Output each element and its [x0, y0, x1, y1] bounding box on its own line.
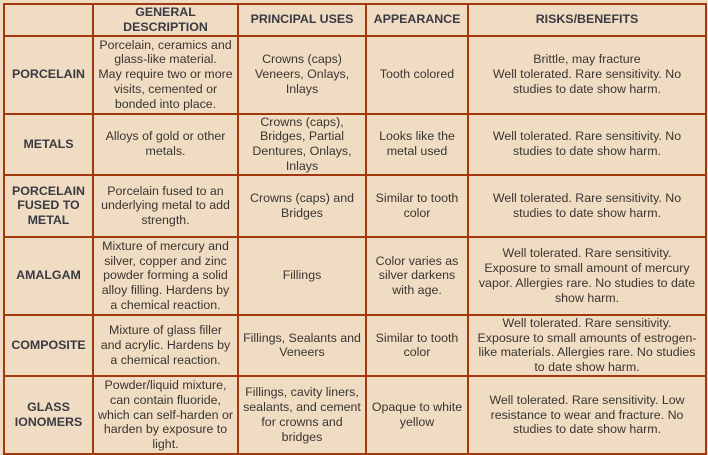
cell-text-line: glass-like material.	[114, 52, 217, 67]
cell-text-line: Mixture of mercury and	[102, 238, 229, 253]
cell-text-line: metals.	[145, 144, 186, 159]
cell-text-line: Mixture of glass filler	[109, 323, 222, 338]
description-cell	[93, 315, 238, 376]
cell-text-line: a chemical reaction.	[110, 297, 221, 312]
cell-text-line: light.	[152, 437, 179, 452]
principal-uses-cell	[238, 376, 366, 454]
appearance-cell	[366, 237, 468, 315]
cell-text-line: Bridges	[280, 205, 323, 220]
principal-uses-cell	[238, 315, 366, 376]
cell-text-line: Dentures, Onlays,	[252, 144, 352, 159]
cell-text-line: Veneers, Onlays,	[254, 67, 350, 82]
cell-text-line: COMPOSITE	[11, 337, 86, 352]
cell-text-line: Brittle, may fracture	[533, 52, 641, 67]
description-cell	[93, 36, 238, 114]
header-row	[4, 4, 706, 36]
principal-uses-cell	[238, 114, 366, 175]
risks-benefits-cell	[468, 376, 706, 454]
material-cell	[4, 237, 93, 315]
cell-text-line: Powder/liquid mixture,	[104, 377, 227, 392]
material-cell	[4, 315, 93, 376]
cell-text-line: color	[403, 205, 431, 220]
cell-text-line: Well tolerated. Rare sensitivity.	[502, 246, 672, 261]
cell-text-line: like materials. Allergies rare. No studies	[478, 345, 696, 360]
cell-text-line: Inlays	[285, 158, 319, 173]
cell-text-line: studies to date show harm.	[512, 422, 662, 437]
cell-text-line: underlying metal to add	[101, 198, 230, 213]
cell-text-line: Looks like the	[379, 129, 455, 144]
cell-text-line: yellow	[399, 414, 435, 429]
cell-text-line: Well tolerated. Rare sensitivity. No	[492, 129, 682, 144]
cell-text-line: powder forming a solid	[103, 268, 228, 283]
appearance-cell	[366, 114, 468, 175]
cell-text-line: silver, copper and zinc	[104, 253, 227, 268]
cell-text-line: IONOMERS	[14, 414, 83, 429]
cell-text-line: Bridges, Partial	[259, 129, 345, 144]
cell-text-line: show harm.	[554, 290, 620, 305]
cell-text-line: Fillings, Sealants and	[243, 330, 361, 345]
header-general-description: GENERAL DESCRIPTION	[93, 4, 238, 36]
table-container	[3, 3, 707, 455]
table-row	[4, 175, 706, 237]
risks-benefits-cell	[468, 315, 706, 376]
cell-text-line: with age.	[392, 283, 442, 298]
appearance-cell	[366, 36, 468, 114]
material-cell	[4, 376, 93, 454]
cell-text-line: Fillings, cavity liners,	[245, 385, 359, 400]
cell-text-line: Well tolerated. Rare sensitivity. No	[492, 67, 682, 82]
cell-text-line: Similar to tooth	[375, 190, 459, 205]
description-cell	[93, 376, 238, 454]
appearance-cell	[366, 376, 468, 454]
cell-text-line: resistance to wear and fracture. No	[490, 407, 684, 422]
cell-text-line: vapor. Allergies rare. No studies to date	[478, 275, 696, 290]
cell-text-line: Porcelain, ceramics and	[99, 37, 232, 52]
cell-text-line: PORCELAIN	[12, 67, 85, 82]
cell-text-line: Exposure to small amounts of estrogen-	[477, 330, 697, 345]
material-cell	[4, 36, 93, 114]
header-risks-benefits: RISKS/BENEFITS	[468, 4, 706, 36]
cell-text-line: bridges	[281, 429, 323, 444]
table-row	[4, 36, 706, 114]
cell-text-line: Well tolerated. Rare sensitivity. No	[492, 190, 682, 205]
cell-text-line: which can self-harden or	[98, 407, 233, 422]
cell-text-line: Crowns (caps)	[262, 52, 342, 67]
cell-text-line: May require two or more	[98, 67, 233, 82]
cell-text-line: Similar to tooth	[375, 330, 459, 345]
description-cell	[93, 114, 238, 175]
cell-text-line: studies to date show harm.	[512, 81, 662, 96]
cell-text-line: Well tolerated. Rare sensitivity. Low	[489, 392, 685, 407]
cell-text-line: Veneers	[279, 345, 325, 360]
cell-text-line: Inlays	[285, 81, 319, 96]
material-cell	[4, 114, 93, 175]
material-cell	[4, 175, 93, 237]
cell-text-line: AMALGAM	[16, 268, 81, 283]
principal-uses-cell	[238, 175, 366, 237]
cell-text-line: can contain fluoride,	[110, 392, 221, 407]
header-principal-uses: PRINCIPAL USES	[238, 4, 366, 36]
risks-benefits-cell	[468, 114, 706, 175]
cell-text-line: Porcelain fused to an	[107, 183, 224, 198]
table-row	[4, 315, 706, 376]
cell-text-line: a chemical reaction.	[110, 352, 221, 367]
table-row	[4, 114, 706, 175]
cell-text-line: metal used	[386, 144, 448, 159]
cell-text-line: sealants, and cement	[243, 400, 361, 415]
cell-text-line: Color varies as	[375, 253, 459, 268]
risks-benefits-cell	[468, 237, 706, 315]
principal-uses-cell	[238, 36, 366, 114]
description-cell	[93, 237, 238, 315]
cell-text-line: bonded into place.	[114, 96, 217, 111]
cell-text-line: for crowns and	[261, 414, 343, 429]
cell-text-line: Well tolerated. Rare sensitivity.	[502, 315, 672, 330]
cell-text-line: color	[403, 345, 431, 360]
cell-text-line: and acrylic. Hardens by	[100, 337, 231, 352]
risks-benefits-cell	[468, 175, 706, 237]
cell-text-line: studies to date show harm.	[512, 144, 662, 159]
table-row	[4, 237, 706, 315]
cell-text-line: Tooth colored	[379, 67, 455, 82]
cell-text-line: visits, cemented or	[113, 81, 218, 96]
cell-text-line: METAL	[27, 213, 70, 228]
cell-text-line: studies to date show harm.	[512, 205, 662, 220]
table-row	[4, 376, 706, 454]
dental-materials-table	[3, 3, 707, 455]
cell-text-line: harden by exposure to	[103, 422, 228, 437]
cell-text-line: Opaque to white	[371, 400, 463, 415]
principal-uses-cell	[238, 237, 366, 315]
cell-text-line: Crowns (caps),	[260, 114, 344, 129]
cell-text-line: Alloys of gold or other	[105, 129, 226, 144]
cell-text-line: GLASS	[27, 400, 70, 415]
cell-text-line: to date show harm.	[534, 360, 640, 375]
cell-text-line: Exposure to small amount of mercury	[484, 260, 690, 275]
risks-benefits-cell	[468, 36, 706, 114]
cell-text-line: FUSED TO	[17, 198, 80, 213]
cell-text-line: PORCELAIN	[12, 183, 85, 198]
cell-text-line: silver darkens	[378, 268, 456, 283]
appearance-cell	[366, 175, 468, 237]
cell-text-line: Crowns (caps) and	[250, 190, 354, 205]
header-appearance: APPEARANCE	[366, 4, 468, 36]
cell-text-line: strength.	[141, 213, 190, 228]
header-material	[4, 4, 93, 36]
cell-text-line: alloy filling. Hardens by	[101, 283, 230, 298]
description-cell	[93, 175, 238, 237]
cell-text-line: Fillings	[282, 268, 322, 283]
cell-text-line: METALS	[23, 136, 74, 151]
appearance-cell	[366, 315, 468, 376]
